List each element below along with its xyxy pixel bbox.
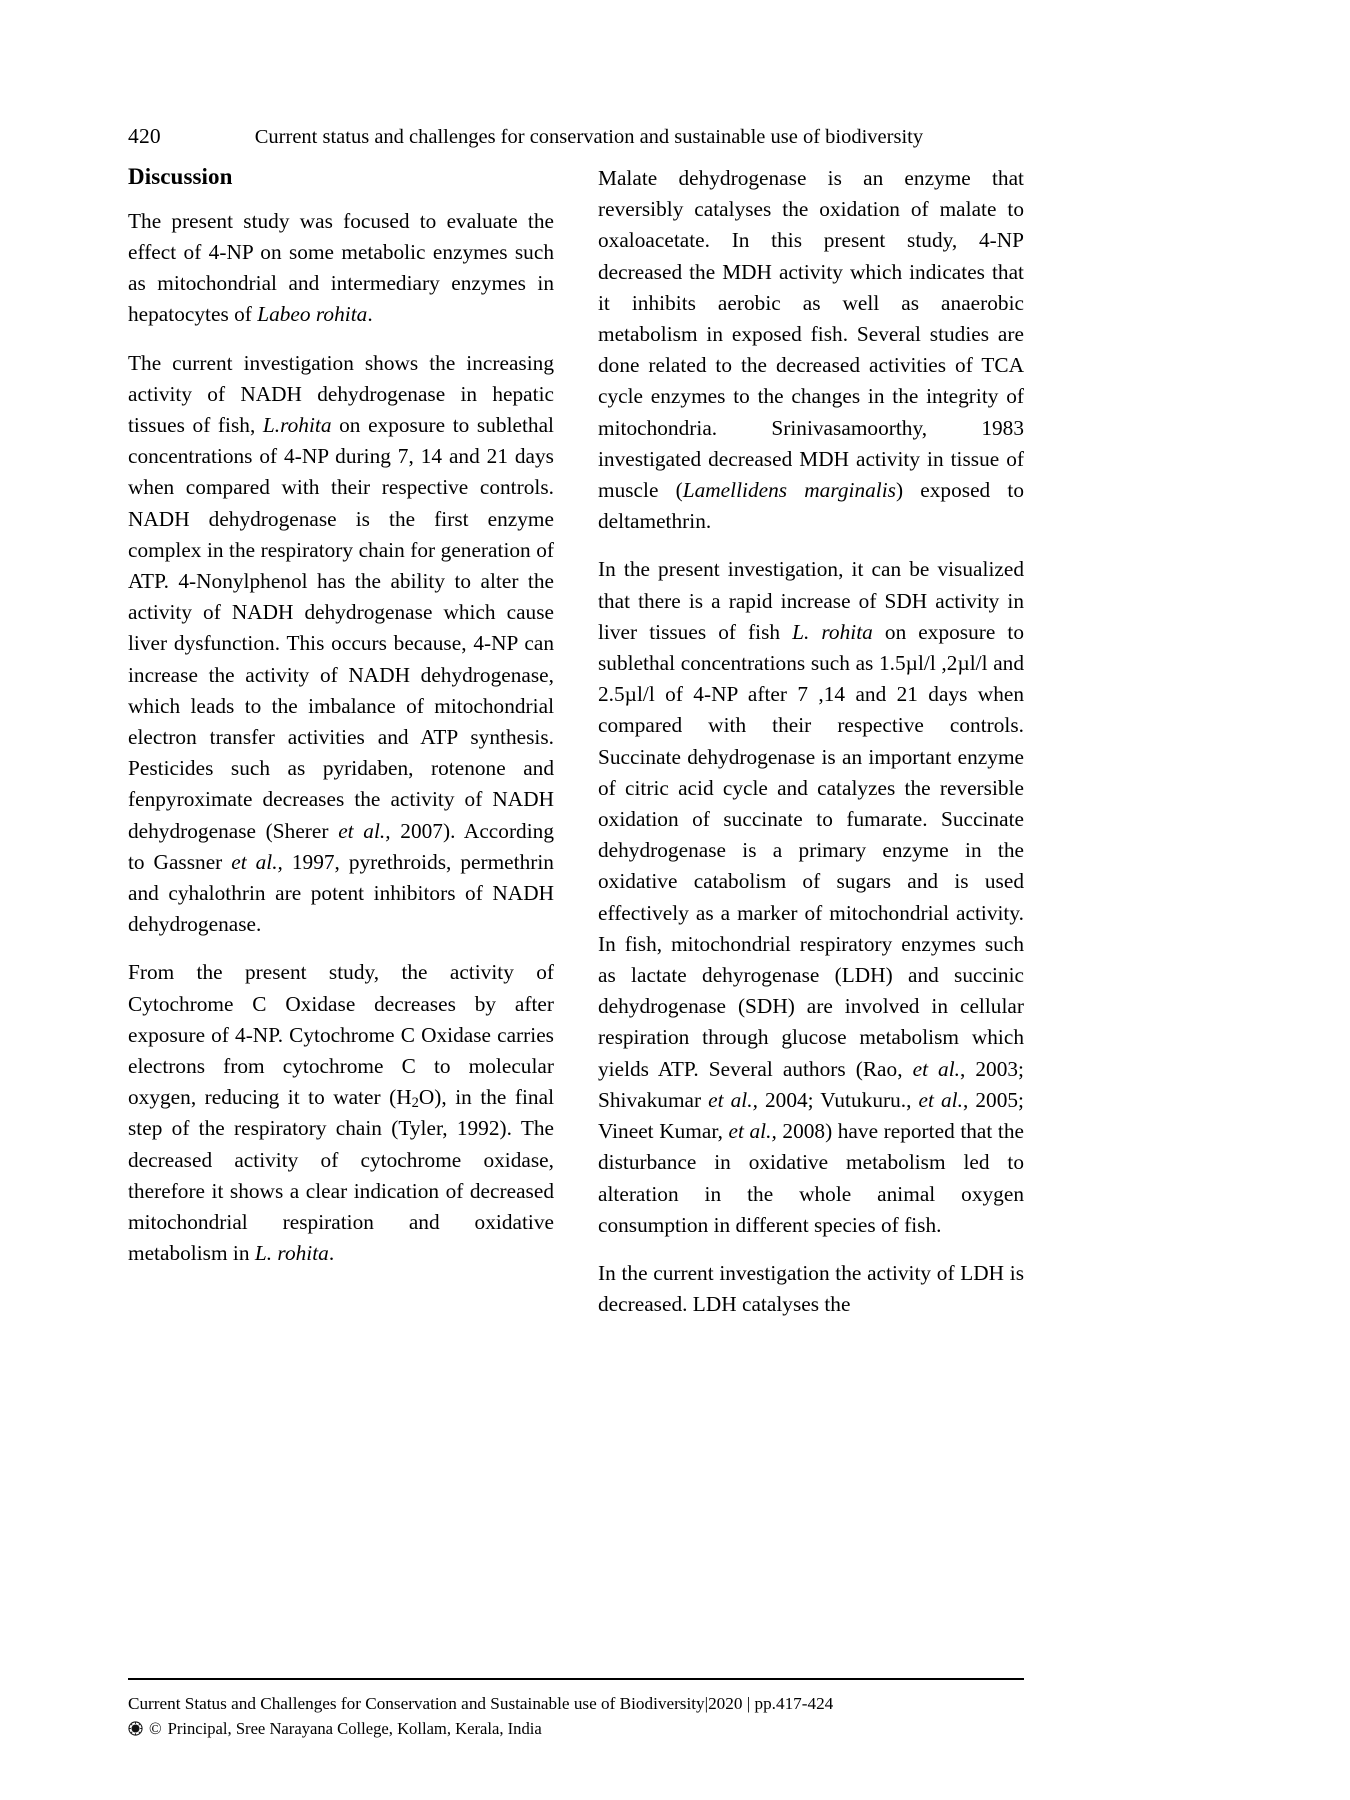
footer-copyright-line (128, 1716, 1024, 1741)
copyright-symbol: © (149, 1719, 162, 1738)
text-run: 2004; Vutukuru., (757, 1087, 919, 1112)
running-header (128, 122, 1023, 150)
species-name-italic: L. rohita (792, 619, 873, 644)
paragraph-malate-dehydrogenase (598, 163, 1024, 537)
text-run: The present study was focused to evaluate the effect of 4-NP on some metabolic enzymes such as mitochondrial and intermediary enzymes in hepatocytes of (128, 208, 554, 327)
paragraph-nadh-dehydrogenase (128, 348, 554, 941)
text-run: ) exposed to deltamethrin. (598, 478, 1024, 534)
page-footer (128, 1678, 1024, 1741)
paragraph-cytochrome-c-oxidase (128, 957, 554, 1269)
text-run: Malate dehydrogenase is an enzyme that reversibly catalyses the oxidation of malate to oxaloacetate. In this present study, 4-NP decreased the MDH activity which indicates that it inhibits aerobic as well as anaerobic metabolism in exposed fish. Several studies are done related to the decreased activities of TCA cycle enzymes to the changes in the integrity of mitochondria. Srinivasamoorthy, 1983 investigated decreased MDH activity in tissue of muscle ( (598, 166, 1024, 503)
text-run: , 2003; Shivakumar (598, 1056, 1024, 1112)
citation-etal-italic: et al., (728, 1119, 777, 1144)
section-heading-discussion: Discussion (128, 164, 233, 189)
text-run: 1997, pyrethroids, permethrin and cyhalothrin are potent inhibitors of NADH dehydrogenase. (128, 849, 554, 937)
text-run: From the present study, the activity of Cytochrome C Oxidase decreases by after exposure of 4-NP. Cytochrome C Oxidase carries electrons from cytochrome C to molecular oxygen, reducing it to water (H (128, 960, 554, 1110)
citation-etal-italic: et al. (918, 1087, 963, 1112)
footer-citation-line: Current Status and Challenges for Conservation and Sustainable use of Biodiversity|2020 | pp.417-424 (128, 1694, 834, 1713)
text-run: O), in the final step of the respiratory chain (Tyler, 1992). The decreased activity of cytochrome oxidase, therefore it shows a clear indication of decreased mitochondrial respiration and oxidative metabolism in (128, 1085, 554, 1266)
species-name-italic: Labeo rohita (257, 302, 368, 327)
text-run: , 2005; Vineet Kumar, (598, 1087, 1024, 1144)
citation-etal-italic: et al., (231, 849, 283, 874)
paragraph-ldh-decreased: In the current investigation the activity of LDH is decreased. LDH catalyses the (598, 1260, 1024, 1317)
citation-etal-italic: et al., (708, 1087, 758, 1112)
text-run: 2008) have reported that the disturbance in oxidative metabolism led to alteration in the whole animal oxygen consumption in different species of fish. (598, 1119, 1024, 1237)
right-column (598, 163, 1024, 1320)
species-name-italic: L.rohita (262, 412, 332, 437)
text-run: The current investigation shows the increasing activity of NADH dehydrogenase in hepatic tissues of fish, (128, 350, 554, 437)
text-run: . (328, 1241, 335, 1266)
paragraph-sdh-activity (598, 554, 1024, 1240)
page-number: 420 (128, 124, 161, 148)
text-run: on exposure to sublethal concentrations such as 1.5µl/l ,2µl/l and 2.5µl/l of 4-NP after 7 ,14 and 21 days when compared with their respective controls. Succinate dehydrogenase is an important enzyme of citric acid cycle and catalyzes the reversible oxidation of succinate to fumarate. Succinate dehydrogenase is a primary enzyme in the oxidative catabolism of sugars and is used effectively as a marker of mitochondrial activity. In fish, mitochondrial respiratory enzymes such as lactate dehyrogenase (LDH) and succinic dehydrogenase (SDH) are involved in cellular respiration through glucose metabolism which yields ATP. Several authors (Rao, (598, 619, 1025, 1081)
citation-etal-italic: et al., (338, 818, 391, 843)
text-run: 2007). According to Gassner (128, 818, 554, 874)
footer-divider (128, 1678, 1024, 1680)
body-columns (128, 163, 1024, 1320)
paragraph-present-study (128, 206, 554, 331)
left-column (128, 163, 554, 1320)
running-title: Current status and challenges for conservation and sustainable use of biodiversity (254, 126, 924, 148)
publisher-text: Principal, Sree Narayana College, Kollam, Kerala, India (167, 1719, 542, 1738)
college-seal-icon (128, 1721, 143, 1736)
text-run: on exposure to sublethal concentrations of 4-NP during 7, 14 and 21 days when compared with their respective controls. NADH dehydrogenase is the first enzyme complex in the respiratory chain for generation of ATP. 4-Nonylphenol has the ability to alter the activity of NADH dehydrogenase which cause liver dysfunction. This occurs because, 4-NP can increase the activity of NADH dehydrogenase, which leads to the imbalance of mitochondrial electron transfer activities and ATP synthesis. Pesticides such as pyridaben, rotenone and fenpyroximate decreases the activity of NADH dehydrogenase (Sherer (128, 412, 554, 843)
text-run: In the present investigation, it can be visualized that there is a rapid increase of SDH activity in liver tissues of fish (598, 557, 1024, 644)
citation-etal-italic: et al. (912, 1056, 960, 1081)
subscript-two: 2 (411, 1095, 419, 1112)
text-run: . (367, 302, 373, 327)
species-name-italic: L. rohita (254, 1241, 329, 1266)
species-name-italic: Lamellidens marginalis (682, 478, 896, 503)
